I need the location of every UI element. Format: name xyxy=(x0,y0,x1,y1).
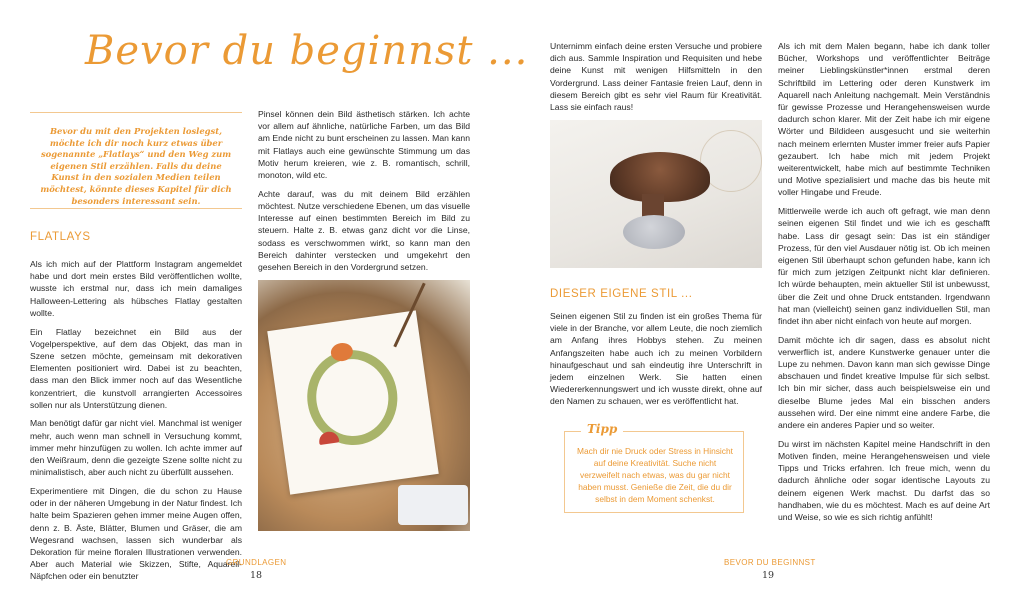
paragraph: Damit möchte ich dir sagen, dass es absolut nicht verwerflich ist, andere Kunstwerke genauer unter die Lupe zu nehmen. Davon kann man sich gewisse Dinge abschauen und findet kreative Impulse für sich selbst. Ich bin mir sicher, dass auch beispielsweise ein und dieselbe Blume jedes Mal ein bisschen anders aussehen wird. Der eine nimmt eine andere Farbe, die andere ein anderes Papier und so weiter. xyxy=(778,334,990,431)
intro-quote: Bevor du mit den Projekten loslegst, möchte ich dir noch kurz etwas über sogenannte „Flatlays“ und den Weg zum eigenen Stil erzählen. Falls du deine Kunst in den sozialen Medien teilen möchtest, könnte dieses Kapitel für dich besonders interessant sein. xyxy=(40,126,232,206)
tip-box xyxy=(564,422,744,513)
running-footer: GRUNDLAGEN xyxy=(226,558,287,567)
paragraph: Experimentiere mit Dingen, die du schon zu Hause oder in der näheren Umgebung in der Natur findest. Ich halte beim Spazieren gehen immer meine Augen offen, denn z. B. Äste, Blätter, Blumen und Gräser, die am Wegesrand wachsen, lassen sich wunderbar als Dekoration für meine floralen Illustrationen verwenden. Aber auch Material wie Skizzen, Stifte, Aquarell-Näpfchen oder ein benutzter xyxy=(30,485,242,582)
text-column-3b xyxy=(550,310,762,414)
text-column-1 xyxy=(30,258,242,589)
section-heading-stil: DIESER EIGENE STIL ... xyxy=(550,288,693,300)
paragraph: Mittlerweile werde ich auch oft gefragt, wie man denn seinen eigenen Stil findet und wie ich es geschafft habe. Lass dir gesagt sein: Das ist ein ständiger Prozess, für den viel Ausdauer nötig ist. Ob ich meinen eigenen Stil überhaupt schon gefunden habe, kann ich für mich zum jetzigen Zeitpunkt nicht klar definieren. Ich würde behaupten, mein aktueller Stil ist unbewusst, über die Zeit und ohne Druck entstanden. Irgendwann hat man (vielleicht) seinen ganz individuellen Stil, man findet ihn aber nicht einfach von heute auf morgen. xyxy=(778,206,990,326)
tip-label: Tipp xyxy=(581,422,623,436)
text-column-4 xyxy=(778,40,990,530)
seed-pod-photo xyxy=(550,120,762,268)
text-column-2 xyxy=(258,108,470,280)
divider xyxy=(30,208,242,209)
page-number: 18 xyxy=(250,570,263,581)
palette xyxy=(398,485,468,525)
paper-sheet xyxy=(267,310,439,494)
paragraph: Seinen eigenen Stil zu finden ist ein großes Thema für viele in der Branche, vor allem Leute, die noch ziemlich am Anfang ihres Hobbys stehen. Zu meinen Anfangszeiten habe auch ich zu meinen Vorbildern hinaufgeschaut und sah eindeutig ihre Unterschrift in jedem einzelnen Werk. Sie hatten einen Wiedererkennungswert und ich wusste direkt, ohne auf den Namen zu schauen, wer es veröffentlicht hat. xyxy=(550,311,762,407)
text-column-3 xyxy=(550,40,762,120)
paragraph: Unternimm einfach deine ersten Versuche und probiere dich aus. Sammle Inspiration und Requisiten und hebe deine Kunst mit wenigen Hilfsmitteln in den Vordergrund. Lass deiner Fantasie freien Lauf, denn in diesem Bereich gibt es sehr viel Raum für Kreativität. Lass sie einfach raus! xyxy=(550,41,762,113)
paragraph: Als ich mit dem Malen begann, habe ich dank toller Bücher, Workshops und veröffentlichter Beiträge meiner Lieblingskünstler*innen erstmal deren Schriftbild im Lettering oder deren Kunstwerk im Aquarell nach Anleitung nachgemalt. Mein Verständnis für gewisse Prozesse und Herangehensweisen wurde dadurch schon klarer. Mit der Zeit habe ich mir eigene Wörter und Bildideen ausgesucht und sie weiterhin nach meinem erlernten Muster immer freier aufs Papier gezaubert. Ich habe mich mit jedem Projekt weiterentwickelt, habe mich auf bestimmte Techniken und Motive spezialisiert und mache das bis heute mit voller Hingabe und Freude. xyxy=(778,41,990,198)
paragraph: Achte darauf, was du mit deinem Bild erzählen möchtest. Nutze verschiedene Ebenen, um das visuelle Interesse auf einen bestimmten Bereich im Bild zu steuern. Halte z. B. etwas ganz dicht vor die Linse, sodass es verschwommen wirkt, so kann man den Bereich dahinter verstecken und umgekehrt den gesehen Bereich in den Vordergrund setzen. xyxy=(258,188,470,272)
running-footer: BEVOR DU BEGINNST xyxy=(724,558,816,567)
wreath-illustration xyxy=(301,344,403,451)
paragraph: Man benötigt dafür gar nicht viel. Manchmal ist weniger mehr, auch wenn man schnell in Versuchung kommt, immer mehr hinzufügen zu wollen. Ich achte immer auf den Weißraum, denn die gezeigte Szene sollte nicht zu minimalistisch, aber auch nicht zu überfüllt aussehen. xyxy=(30,418,242,478)
divider xyxy=(30,112,242,113)
clay-base xyxy=(623,215,685,249)
page-number: 19 xyxy=(762,570,775,581)
paragraph: Du wirst im nächsten Kapitel meine Handschrift in den Motiven finden, meine Herangehensweisen und viele Tipps und Tricks erfahren. Ich freue mich, wenn du dadurch ähnliche oder sogar identische Layouts zu deinem eigenen Werk machst. Du darfst das so handhaben, wie du es möchtest. Mach es auf deine Art und Weise, so wie es sich richtig anfühlt! xyxy=(778,438,990,523)
section-heading-flatlays: FLATLAYS xyxy=(30,231,91,243)
tip-text: Mach dir nie Druck oder Stress in Hinsicht auf deine Kreativität. Suche nicht verzweifelt nach etwas, was du gar nicht haben musst. Genieße die Zeit, die du dir selbst in dem Moment schenkst. xyxy=(577,446,733,504)
chapter-title: Bevor du beginnst ... xyxy=(85,28,529,74)
paragraph: Ein Flatlay bezeichnet ein Bild aus der Vogelperspektive, auf dem das Objekt, das man in Szene setzen möchte, gemeinsam mit dekorativen Elementen positioniert wird. Dabei ist zu beachten, dass man den Blick immer noch auf das Wesentliche konzentriert, die kunstvoll arrangierten Accessoires sollen nur als Unterstützung dienen. xyxy=(30,326,242,410)
paragraph: Pinsel können dein Bild ästhetisch stärken. Ich achte vor allem auf ähnliche, natürliche Farben, um das Bild am Ende nicht zu bunt erscheinen zu lassen. Man kann mit Flatlays auch eine gewünschte Stimmung um das Motiv herum kreieren, wie z. B. romantisch, schrill, monoton, wild etc. xyxy=(258,109,470,181)
paragraph: Als ich mich auf der Plattform Instagram angemeldet habe und dort mein erstes Bild veröffentlichen wollte, wusste ich erstmal nur, dass ich mein damaliges Halloween-Lettering als hübsches Flatlay gestalten wollte. xyxy=(30,259,242,318)
flatlay-photo xyxy=(258,280,470,531)
